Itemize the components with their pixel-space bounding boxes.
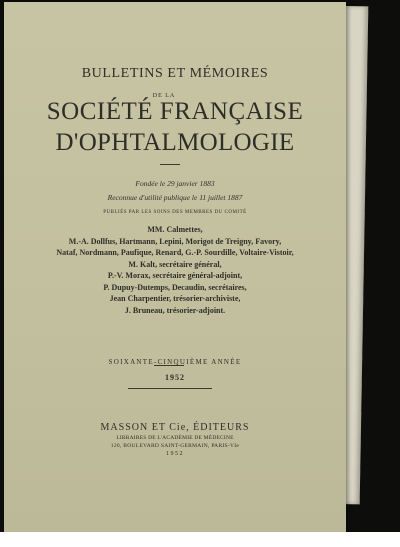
- society-name-line1: SOCIÉTÉ FRANÇAISE: [46, 98, 304, 125]
- public-utility-date: Reconnue d'utilité publique le 11 juillet 1887: [107, 193, 243, 202]
- publication-year: 1952: [166, 451, 184, 457]
- committee-line: M.-A. Dollfus, Hartmann, Lepini, Morigot de Treigny, Favory,: [68, 236, 282, 246]
- volume-year: 1952: [165, 373, 185, 382]
- book-cover: [4, 2, 346, 532]
- committee-line: MM. Calmettes,: [147, 225, 203, 234]
- committee-line: Nataf, Nordmann, Paufique, Renard, G.-P. Sourdille, Voltaire-Vistoir,: [56, 248, 294, 257]
- committee-line: P. Dupuy-Dutemps, Decaudin, secrétaires,: [103, 282, 247, 292]
- year-divider: [128, 388, 212, 389]
- bottom-margin: [0, 532, 400, 547]
- committee-line: Jean Charpentier, trésorier-archiviste,: [109, 294, 241, 303]
- committee-line: J. Bruneau, trésorier-adjoint.: [124, 305, 226, 315]
- series-title: BULLETINS ET MÉMOIRES: [81, 66, 269, 81]
- society-name-line2: D'OPHTALMOLOGIE: [55, 129, 295, 156]
- committee-line: P.-V. Morax, secrétaire général-adjoint,: [107, 271, 243, 280]
- title-connector: DE LA: [152, 93, 176, 99]
- committee-list: [4, 224, 346, 316]
- edition-label: SOIXANTE-CINQUIÈME ANNÉE: [108, 358, 242, 366]
- title-divider: [160, 164, 180, 165]
- published-by-label: PUBLIÉS PAR LES SOINS DES MEMBRES DU COMITÉ: [103, 210, 247, 215]
- committee-line: M. Kalt, secrétaire général,: [128, 259, 222, 269]
- publisher-subtitle: LIBRAIRES DE L'ACADÉMIE DE MÉDECINE: [116, 435, 234, 441]
- founding-date: Fondée le 29 janvier 1883: [135, 179, 215, 188]
- publisher-name: MASSON ET Cie, ÉDITEURS: [100, 422, 250, 433]
- edition-divider: [154, 365, 184, 366]
- publisher-address: 120, BOULEVARD SAINT-GERMAIN, PARIS-VIe: [110, 443, 240, 449]
